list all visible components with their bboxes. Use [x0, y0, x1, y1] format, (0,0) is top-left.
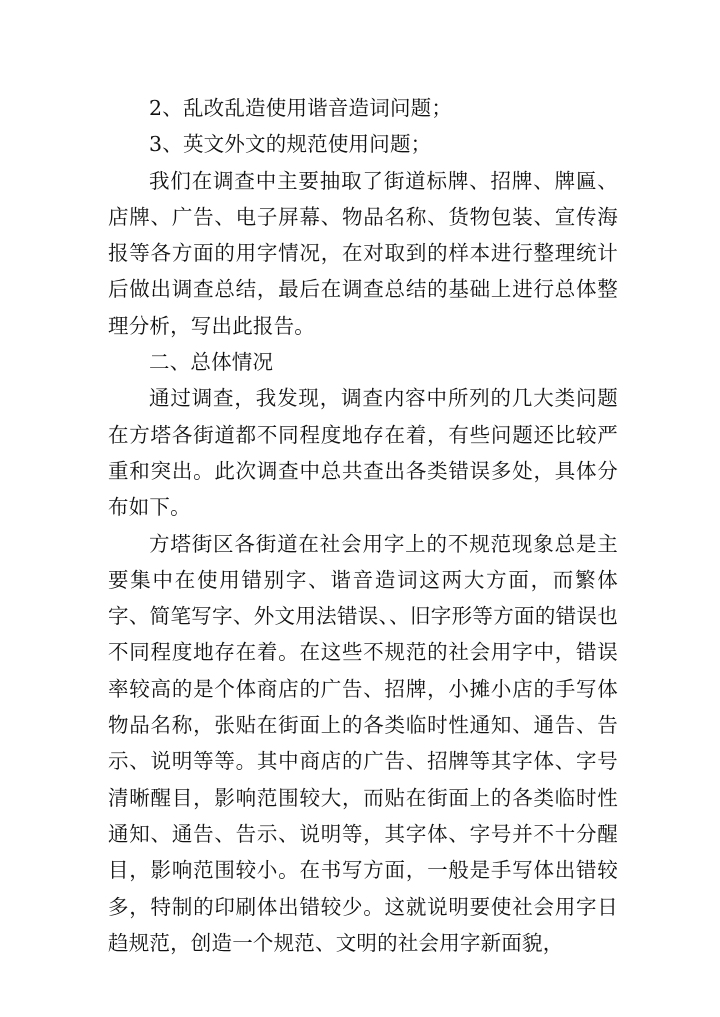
paragraph-findings: 通过调查，我发现，调查内容中所列的几大类问题在方塔各街道都不同程度地存在着，有些问题还比较严重和突出。此次调查中总共查出各类错误多处，具体分布如下。: [108, 386, 618, 520]
paragraph-survey-scope: 我们在调查中主要抽取了街道标牌、招牌、牌匾、店牌、广告、电子屏幕、物品名称、货物包装、宣传海报等各方面的用字情况，在对取到的样本进行整理统计后做出调查总结，最后在调查总结的基础上进行总体整理分析，写出此报告。: [108, 168, 618, 338]
section-heading-overall: 二、总体情况: [149, 350, 274, 375]
list-item-foreign-language-issue: 3、英文外文的规范使用问题；: [149, 132, 432, 157]
paragraph-analysis: 方塔街区各街道在社会用字上的不规范现象总是主要集中在使用错别字、谐音造词这两大方面，而繁体字、简笔写字、外文用法错误、、旧字形等方面的错误也不同程度地存在着。在这些不规范的社会用字中，错误率较高的是个体商店的广告、招牌，小摊小店的手写体物品名称，张贴在街面上的各类临时性通知、通告、告示、说明等等。其中商店的广告、招牌等其字体、字号清晰醒目，影响范围较大，而贴在街面上的各类临时性通知、通告、告示、说明等，其字体、字号并不十分醒目，影响范围较小。在书写方面，一般是手写体出错较多，特制的印刷体出错较少。这就说明要使社会用字日趋规范，创造一个规范、文明的社会用字新面貌，: [108, 531, 618, 955]
list-item-homophone-issue: 2、乱改乱造使用谐音造词问题；: [149, 96, 453, 120]
document-body: [108, 90, 618, 961]
